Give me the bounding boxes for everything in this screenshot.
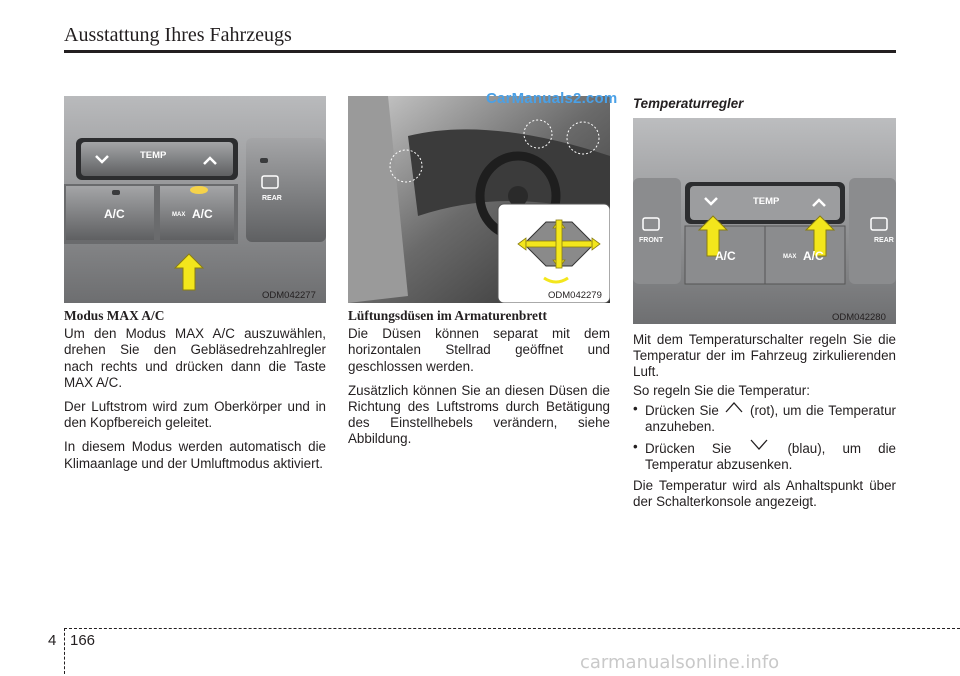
fig3-max-ac-label: A/C bbox=[803, 249, 824, 263]
bullet-dot: • bbox=[633, 439, 638, 455]
paragraph: So regeln Sie die Temperatur: bbox=[633, 382, 810, 398]
paragraph: In diesem Modus werden automatisch die Klimaanlage und der Umluftmodus aktiviert. bbox=[64, 439, 326, 471]
fig3-ac-label: A/C bbox=[715, 249, 736, 263]
page-header-title: Ausstattung Ihres Fahrzeugs bbox=[64, 24, 292, 46]
bullet-raise-temperature bbox=[633, 401, 896, 435]
paragraph: Die Düsen können separat mit dem horizontalen Stellrad geöffnet und geschlossen werden. bbox=[348, 326, 610, 374]
figure-code-1: ODM042277 bbox=[262, 290, 316, 301]
figure-max-ac bbox=[64, 96, 326, 303]
fig3-temp-label: TEMP bbox=[753, 196, 780, 207]
fig1-rear-label: REAR bbox=[262, 195, 282, 202]
header-rule bbox=[64, 50, 896, 53]
fig1-temp-label: TEMP bbox=[140, 150, 167, 161]
heading-temperature: Temperaturregler bbox=[633, 96, 744, 111]
bullet-text-pre: Drücken Sie bbox=[645, 402, 719, 418]
paragraph: Mit dem Temperaturschalter regeln Sie die Temperatur der im Fahrzeug zirkulierenden Luft. bbox=[633, 332, 896, 380]
fig3-max-label: MAX bbox=[783, 254, 797, 260]
fig3-rear-label: REAR bbox=[874, 237, 894, 244]
chevron-up-icon bbox=[723, 401, 745, 413]
figure-code-2: ODM042279 bbox=[548, 290, 602, 301]
paragraph: Zusätzlich können Sie an diesen Düsen die Richtung des Luftstroms durch Betätigung des Einstellhebels verändern, siehe Abbildung. bbox=[348, 382, 610, 447]
chevron-down-icon bbox=[748, 439, 770, 451]
chapter-number: 4 bbox=[48, 632, 57, 649]
figure-dashboard-vents bbox=[348, 96, 610, 303]
fig3-front-label: FRONT bbox=[639, 237, 664, 244]
heading-max-ac: Modus MAX A/C bbox=[64, 308, 165, 323]
paragraph: Die Temperatur wird als Anhaltspunkt über der Schalterkonsole angezeigt. bbox=[633, 477, 896, 509]
fig1-max-label: MAX bbox=[172, 212, 186, 218]
page-number: 166 bbox=[70, 632, 96, 649]
column-temperature bbox=[633, 332, 896, 518]
column-vents bbox=[348, 308, 610, 456]
bullet-lower-temperature bbox=[633, 439, 896, 473]
bullet-dot: • bbox=[633, 400, 638, 416]
paragraph: Der Luftstrom wird zum Oberkörper und in den Kopfbereich geleitet. bbox=[64, 399, 326, 431]
site-watermark: carmanualsonline.info bbox=[580, 652, 780, 673]
footer-rule bbox=[64, 628, 960, 629]
fig1-ac-label: A/C bbox=[104, 207, 125, 221]
figure-temperature-control bbox=[633, 118, 896, 324]
fig1-max-ac-label: A/C bbox=[192, 207, 213, 221]
heading-vents: Lüftungsdüsen im Armaturenbrett bbox=[348, 308, 547, 323]
figure-code-3: ODM042280 bbox=[832, 312, 886, 323]
column-max-ac bbox=[64, 308, 326, 480]
footer-divider bbox=[64, 628, 65, 674]
paragraph: Um den Modus MAX A/C auszuwählen, drehen Sie den Gebläsedrehzahlregler nach rechts und drücken dann die Taste MAX A/C. bbox=[64, 326, 326, 390]
bullet-text-pre: Drücken Sie bbox=[645, 441, 732, 457]
bullet-text-post: (blau), um die Temperatur abzusenken. bbox=[645, 441, 896, 473]
watermark: CarManuals2.com bbox=[486, 90, 618, 107]
bullet-text-post: (rot), um die Temperatur anzuheben. bbox=[645, 402, 896, 435]
